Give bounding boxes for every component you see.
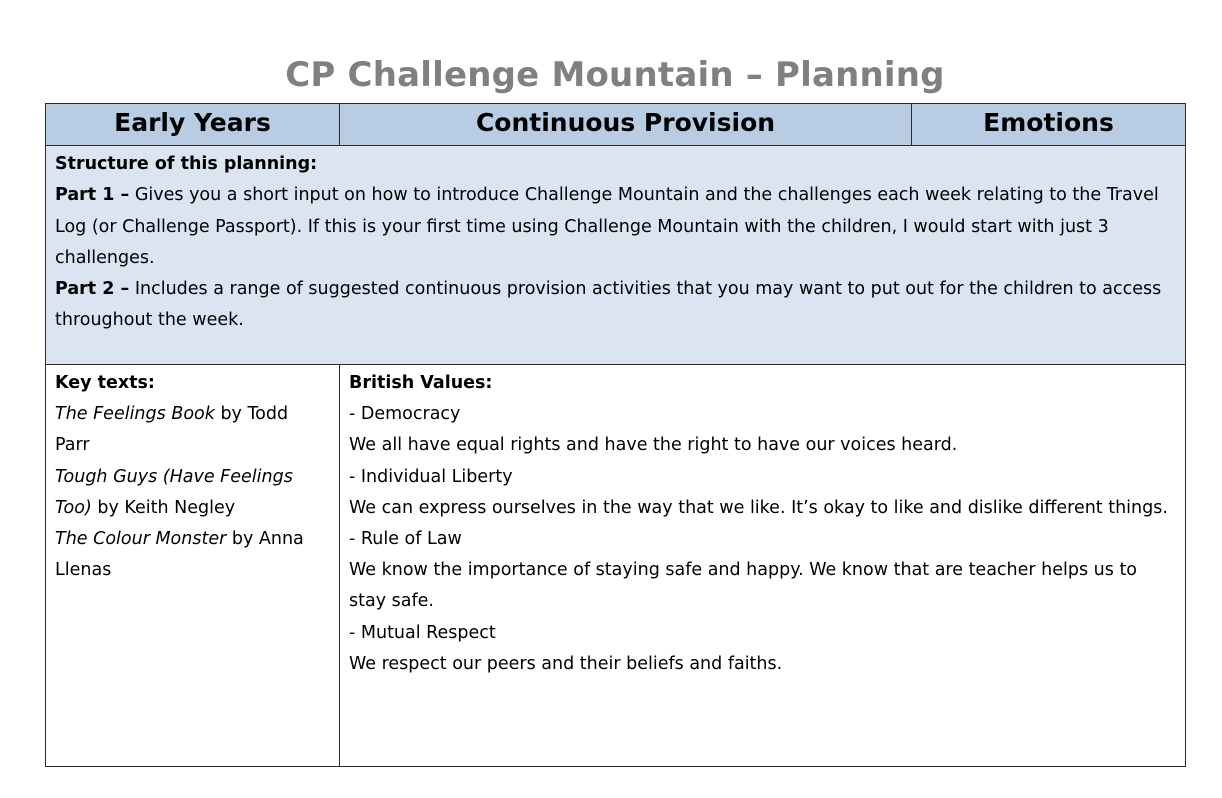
value-name: - Individual Liberty — [349, 466, 513, 487]
value-name: - Democracy — [349, 404, 461, 425]
book-title: Tough Guys (Have Feelings Too) — [55, 466, 293, 518]
structure-part-1 — [55, 180, 1176, 274]
book-title: The Colour Monster — [55, 529, 227, 550]
part-1-label: Part 1 – — [55, 185, 130, 206]
header-continuous-provision-label: Continuous Provision — [475, 108, 776, 137]
structure-cell — [46, 146, 1186, 365]
header-early-years — [46, 104, 340, 146]
book-title: The Feelings Book — [55, 404, 215, 425]
value-name: - Rule of Law — [349, 529, 462, 550]
content-row — [46, 365, 1186, 767]
book-author: by Anna Llenas — [55, 529, 304, 581]
structure-part-2 — [55, 274, 1176, 337]
key-texts-cell — [46, 365, 340, 767]
key-text-item — [55, 462, 325, 524]
structure-heading: Structure of this planning: — [55, 154, 318, 174]
header-emotions — [912, 104, 1186, 146]
value-description: We can express ourselves in the way that we like. It’s okay to like and dislike different things. — [349, 497, 1168, 518]
british-values-cell — [340, 365, 1186, 767]
key-texts-heading: Key texts: — [55, 373, 155, 393]
value-name: - Mutual Respect — [349, 622, 496, 643]
part-2-label: Part 2 – — [55, 279, 130, 300]
key-text-item — [55, 399, 325, 461]
part-1-text: Gives you a short input on how to introduce Challenge Mountain and the challenges each week relating to the Travel Log (or Challenge Passport). If this is your first time using Challenge Mountain with the children, I would start with just 3 challenges. — [55, 185, 1159, 268]
book-author: by Keith Negley — [91, 497, 236, 518]
value-description: We know the importance of staying safe and happy. We know that are teacher helps us to stay safe. — [349, 560, 1138, 612]
planning-table — [45, 103, 1186, 767]
header-continuous-provision — [340, 104, 912, 146]
value-description: We respect our peers and their beliefs and faiths. — [349, 653, 783, 674]
key-text-item — [55, 524, 325, 586]
british-values-heading: British Values: — [349, 373, 493, 393]
header-row — [46, 104, 1186, 146]
structure-row — [46, 146, 1186, 365]
book-author: by Todd Parr — [55, 404, 289, 456]
part-2-text: Includes a range of suggested continuous provision activities that you may want to put out for the children to access throughout the week. — [55, 279, 1162, 331]
page-title: CP Challenge Mountain – Planning — [285, 55, 945, 95]
value-description: We all have equal rights and have the right to have our voices heard. — [349, 435, 958, 456]
header-early-years-label: Early Years — [114, 108, 271, 137]
header-emotions-label: Emotions — [983, 108, 1114, 137]
